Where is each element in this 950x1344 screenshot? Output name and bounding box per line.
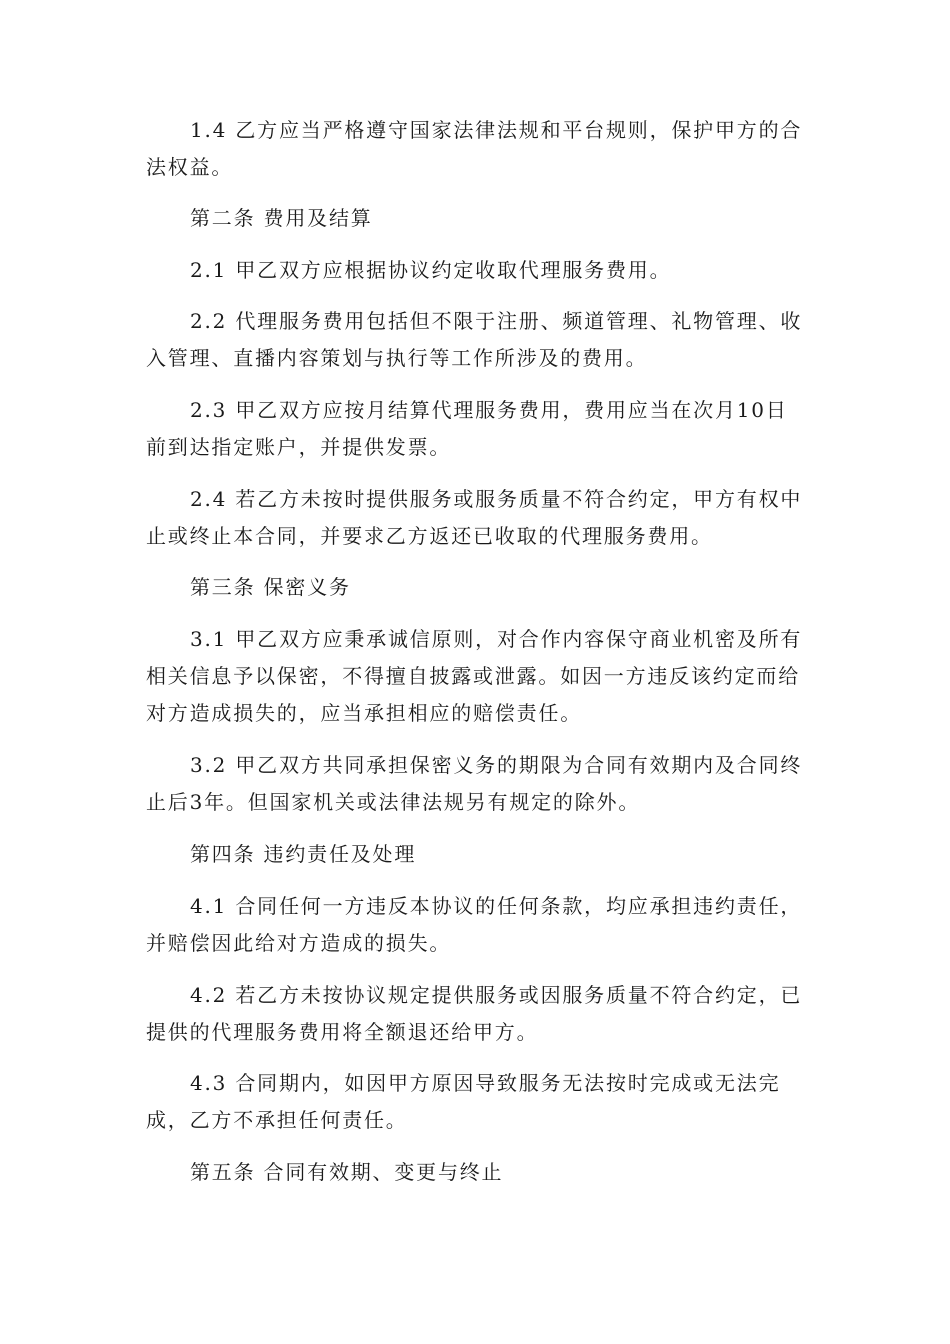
article-2-heading: 第二条 费用及结算 [190,206,373,230]
clause-2-2: 2.2 代理服务费用包括但不限于注册、频道管理、礼物管理、收入管理、直播内容策划与执行等工作所涉及的费用。 [146,309,803,370]
clause-2-3: 2.3 甲乙双方应按月结算代理服务费用，费用应当在次月10日前到达指定账户，并提供发票。 [146,398,788,459]
clause-1-4: 1.4 乙方应当严格遵守国家法律法规和平台规则，保护甲方的合法权益。 [146,118,803,179]
clause-4-3: 4.3 合同期内，如因甲方原因导致服务无法按时完成或无法完成，乙方不承担任何责任。 [146,1071,781,1132]
clause-2-1: 2.1 甲乙双方应根据协议约定收取代理服务费用。 [190,258,672,282]
clause-4-2: 4.2 若乙方未按协议规定提供服务或因服务质量不符合约定，已提供的代理服务费用将全额退还给甲方。 [146,983,803,1044]
article-3-heading: 第三条 保密义务 [190,575,351,599]
clause-4-1: 4.1 合同任何一方违反本协议的任何条款，均应承担违约责任，并赔偿因此给对方造成的损失。 [146,894,803,955]
clause-3-2: 3.2 甲乙双方共同承担保密义务的期限为合同有效期内及合同终止后3年。但国家机关或法律法规另有规定的除外。 [146,753,803,814]
article-5-heading: 第五条 合同有效期、变更与终止 [190,1160,504,1184]
clause-3-1: 3.1 甲乙双方应秉承诚信原则，对合作内容保守商业机密及所有相关信息予以保密，不得擅自披露或泄露。如因一方违反该约定而给对方造成损失的，应当承担相应的赔偿责任。 [146,627,803,725]
article-4-heading: 第四条 违约责任及处理 [190,842,417,866]
clause-2-4: 2.4 若乙方未按时提供服务或服务质量不符合约定，甲方有权中止或终止本合同，并要求乙方返还已收取的代理服务费用。 [146,487,803,548]
